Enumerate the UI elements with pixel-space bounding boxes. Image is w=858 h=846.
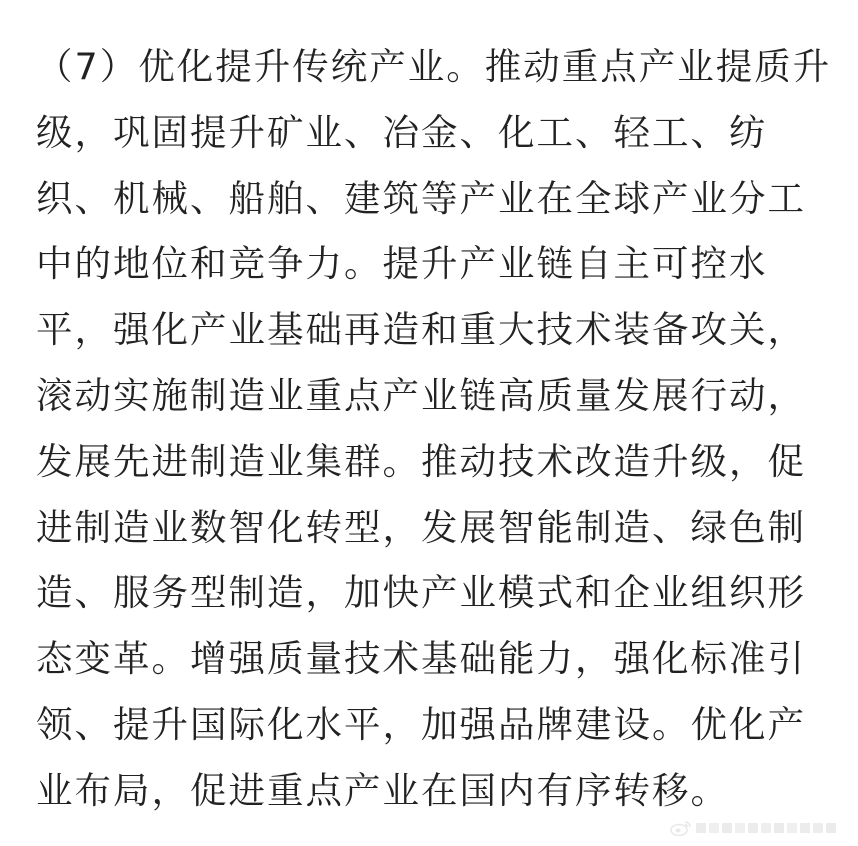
text-line: 平，强化产业基础再造和重大技术装备攻关， bbox=[36, 308, 806, 352]
text-line: 业布局，促进重点产业在国内有序转移。 bbox=[36, 768, 729, 812]
watermark-handle bbox=[696, 821, 846, 835]
text-line: （7）优化提升传统产业。推动重点产业提质升 bbox=[36, 45, 832, 88]
text-line: 中的地位和竞争力。提升产业链自主可控水 bbox=[36, 242, 768, 286]
text-line: 领、提升国际化水平，加强品牌建设。优化产 bbox=[36, 702, 806, 746]
text-line: 滚动实施制造业重点产业链高质量发展行动， bbox=[36, 373, 806, 417]
text-line: 发展先进制造业集群。推动技术改造升级，促 bbox=[36, 439, 806, 483]
document-body bbox=[36, 34, 836, 824]
watermark bbox=[670, 820, 846, 836]
text-line: 进制造业数智化转型，发展智能制造、绿色制 bbox=[36, 505, 806, 549]
weibo-logo-icon bbox=[670, 820, 692, 836]
text-line: 级，巩固提升矿业、冶金、化工、轻工、纺 bbox=[36, 110, 768, 154]
text-line: 态变革。增强质量技术基础能力，强化标准引 bbox=[36, 637, 806, 681]
text-line: 造、服务型制造，加快产业模式和企业组织形 bbox=[36, 571, 806, 615]
text-line: 织、机械、船舶、建筑等产业在全球产业分工 bbox=[36, 176, 806, 220]
